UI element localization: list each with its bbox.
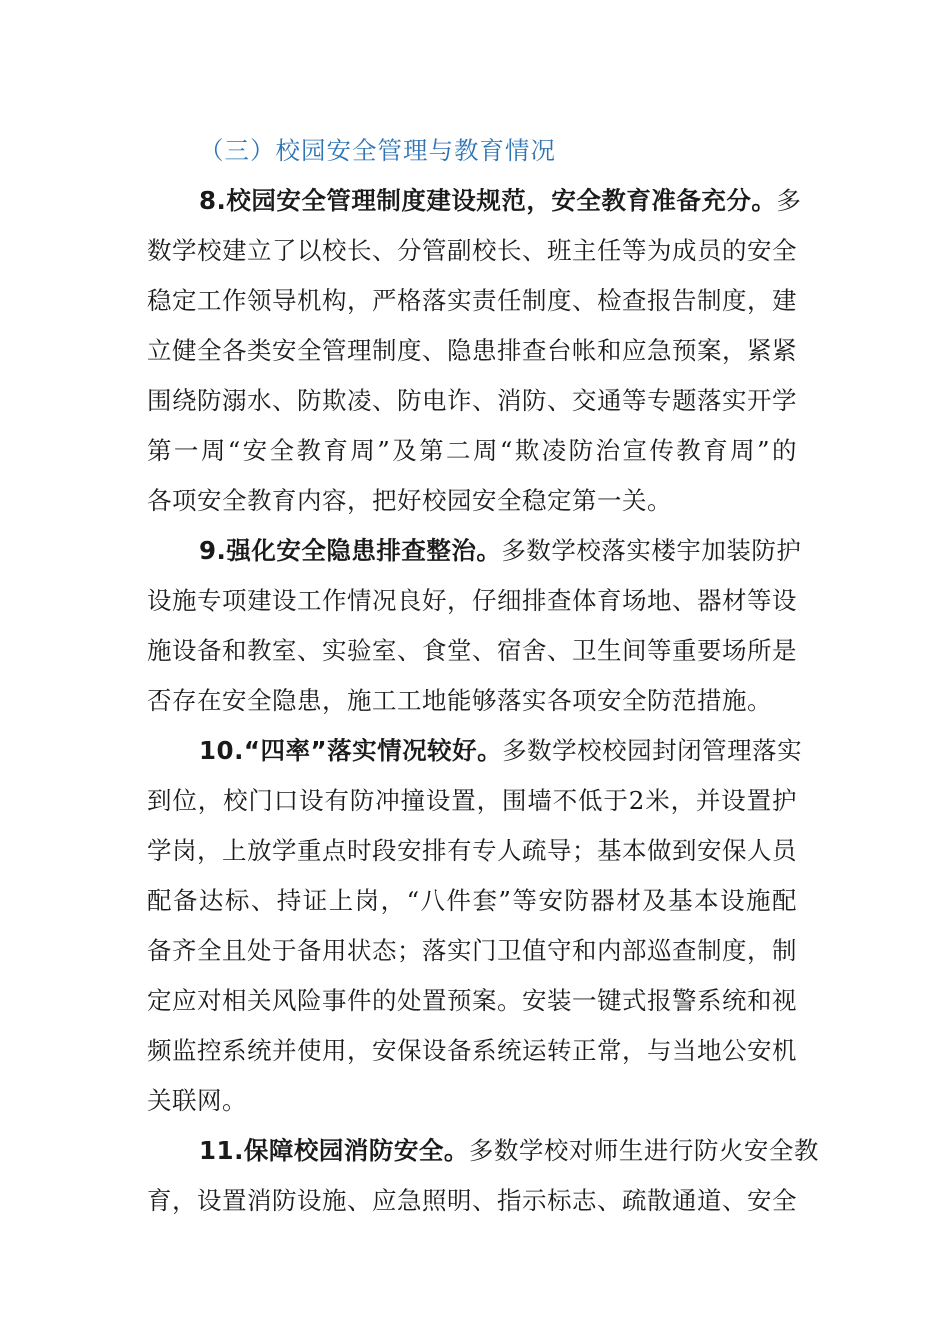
paragraph-line: 频监控系统并使用，安保设备系统运转正常，与当地公安机 xyxy=(147,1036,797,1065)
paragraph-line: 到位，校门口设有防冲撞设置，围墙不低于2米，并设置护 xyxy=(147,786,797,815)
paragraph-line xyxy=(147,176,802,226)
paragraph-line: 关联网。 xyxy=(147,1086,247,1115)
paragraph-line: 立健全各类安全管理制度、隐患排查台帐和应急预案，紧紧 xyxy=(147,336,797,365)
paragraph-line: 数学校建立了以校长、分管副校长、班主任等为成员的安全 xyxy=(147,236,797,265)
paragraph-line: 配备达标、持证上岗，“八件套”等安防器材及基本设施配 xyxy=(147,886,797,915)
paragraph-line: 定应对相关风险事件的处置预案。安装一键式报警系统和视 xyxy=(147,986,797,1015)
paragraph-lead: 8.校园安全管理制度建设规范，安全教育准备充分。 xyxy=(199,186,777,215)
paragraph-line: 否存在安全隐患，施工工地能够落实各项安全防范措施。 xyxy=(147,686,772,715)
document-page xyxy=(147,126,819,1226)
paragraph-text: 多数学校校园封闭管理落实 xyxy=(502,736,803,765)
paragraph-line: 第一周“安全教育周”及第二周“欺凌防治宣传教育周”的 xyxy=(147,436,797,465)
paragraph-line: 施设备和教室、实验室、食堂、宿舍、卫生间等重要场所是 xyxy=(147,636,797,665)
paragraph-text: 多 xyxy=(776,186,802,215)
paragraph-text: 多数学校落实楼宇加装防护 xyxy=(501,536,802,565)
paragraph-lead: 10.“四率”落实情况较好。 xyxy=(199,736,503,765)
section-heading: （三）校园安全管理与教育情况 xyxy=(199,136,556,165)
paragraph-line: 备齐全且处于备用状态；落实门卫值守和内部巡查制度，制 xyxy=(147,936,797,965)
paragraph-text: 多数学校对师生进行防火安全教 xyxy=(468,1136,819,1165)
paragraph-line xyxy=(147,526,802,576)
paragraph-line: 育，设置消防设施、应急照明、指示标志、疏散通道、安全 xyxy=(147,1186,797,1215)
paragraph-9 xyxy=(147,526,802,726)
paragraph-line: 各项安全教育内容，把好校园安全稳定第一关。 xyxy=(147,486,672,515)
paragraph-11 xyxy=(147,1126,819,1226)
paragraph-line: 学岗，上放学重点时段安排有专人疏导；基本做到安保人员 xyxy=(147,836,797,865)
paragraph-lead: 9.强化安全隐患排查整治。 xyxy=(199,536,502,565)
paragraph-8 xyxy=(147,176,802,526)
paragraph-line: 围绕防溺水、防欺凌、防电诈、消防、交通等专题落实开学 xyxy=(147,386,797,415)
paragraph-line: 设施专项建设工作情况良好，仔细排查体育场地、器材等设 xyxy=(147,586,797,615)
paragraph-line xyxy=(147,726,803,776)
paragraph-10 xyxy=(147,726,803,1126)
paragraph-lead: 11.保障校园消防安全。 xyxy=(199,1136,469,1165)
paragraph-line xyxy=(147,1126,819,1176)
paragraph-line: 稳定工作领导机构，严格落实责任制度、检查报告制度，建 xyxy=(147,286,797,315)
